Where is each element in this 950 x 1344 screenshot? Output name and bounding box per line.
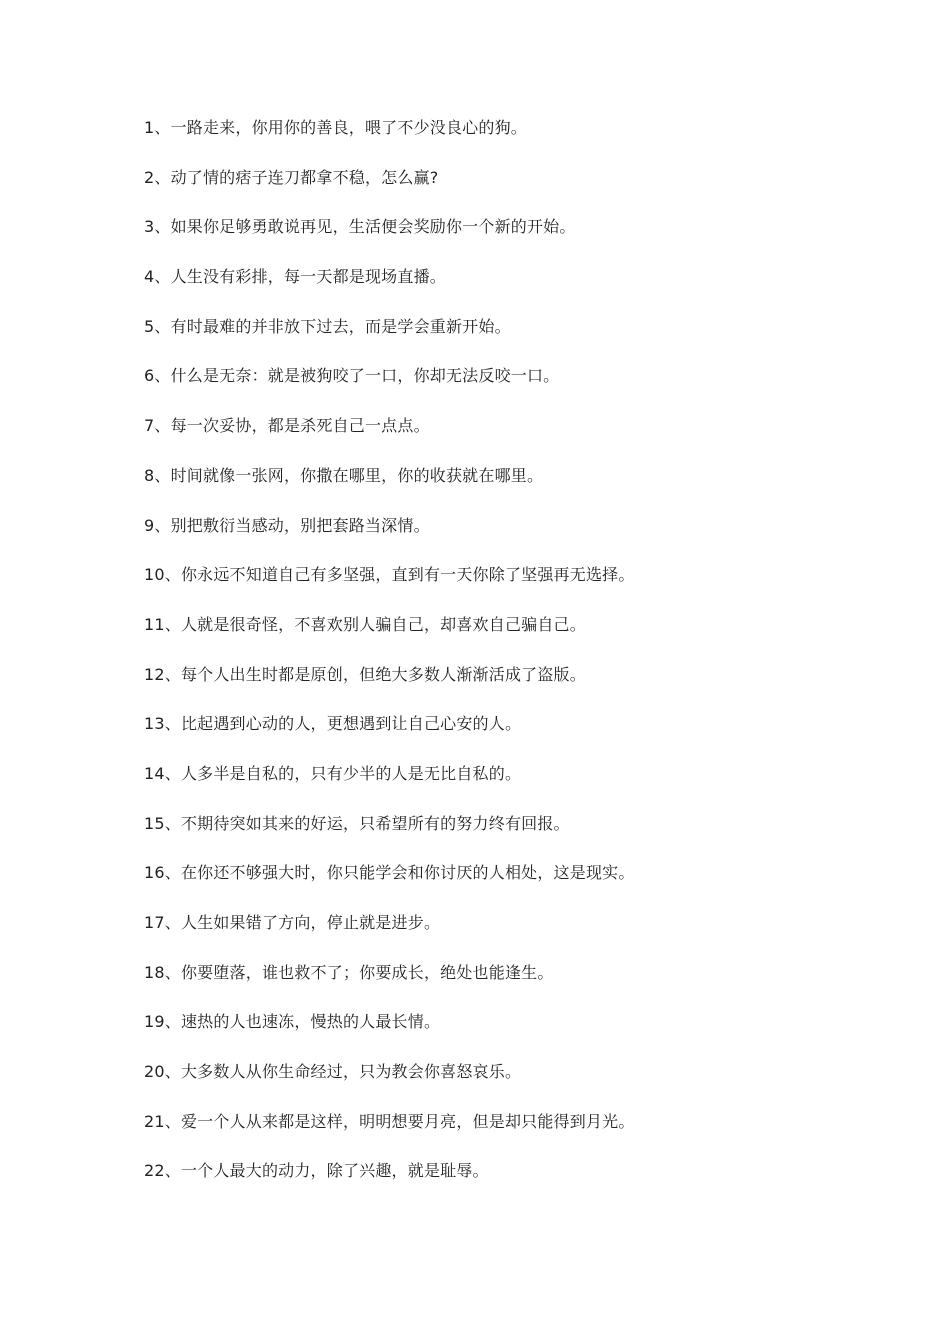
quote-line-2: 2、动了情的痞子连刀都拿不稳，怎么赢?	[144, 167, 439, 187]
quote-line-10: 10、你永远不知道自己有多坚强，直到有一天你除了坚强再无选择。	[144, 565, 635, 585]
quote-line-11: 11、人就是很奇怪，不喜欢别人骗自己，却喜欢自己骗自己。	[144, 614, 586, 634]
quote-line-21: 21、爱一个人从来都是这样，明明想要月亮，但是却只能得到月光。	[144, 1111, 635, 1131]
quote-line-3: 3、如果你足够勇敢说再见，生活便会奖励你一个新的开始。	[144, 217, 576, 237]
quote-line-18: 18、你要堕落，谁也救不了；你要成长，绝处也能逢生。	[144, 962, 554, 982]
quote-list	[144, 115, 864, 1208]
quote-line-8: 8、时间就像一张网，你撒在哪里，你的收获就在哪里。	[144, 465, 544, 485]
quote-line-14: 14、人多半是自私的，只有少半的人是无比自私的。	[144, 763, 522, 783]
quote-line-16: 16、在你还不够强大时，你只能学会和你讨厌的人相处，这是现实。	[144, 863, 635, 883]
quote-line-1: 1、一路走来，你用你的善良，喂了不少没良心的狗。	[144, 118, 527, 137]
quote-line-19: 19、速热的人也速冻，慢热的人最长情。	[144, 1012, 441, 1032]
quote-line-5: 5、有时最难的并非放下过去，而是学会重新开始。	[144, 316, 511, 336]
quote-line-15: 15、不期待突如其来的好运，只希望所有的努力终有回报。	[144, 813, 570, 833]
quote-line-22: 22、一个人最大的动力，除了兴趣，就是耻辱。	[144, 1161, 489, 1181]
quote-line-17: 17、人生如果错了方向，停止就是进步。	[144, 913, 441, 932]
quote-line-9: 9、别把敷衍当感动，别把套路当深情。	[144, 515, 430, 535]
quote-line-7: 7、每一次妥协，都是杀死自己一点点。	[144, 416, 430, 436]
quote-line-4: 4、人生没有彩排，每一天都是现场直播。	[144, 267, 446, 287]
quote-line-12: 12、每个人出生时都是原创，但绝大多数人渐渐活成了盗版。	[144, 664, 586, 684]
quote-line-13: 13、比起遇到心动的人，更想遇到让自己心安的人。	[144, 714, 522, 734]
quote-line-20: 20、大多数人从你生命经过，只为教会你喜怒哀乐。	[144, 1062, 522, 1082]
quote-line-6: 6、什么是无奈：就是被狗咬了一口，你却无法反咬一口。	[144, 366, 560, 386]
